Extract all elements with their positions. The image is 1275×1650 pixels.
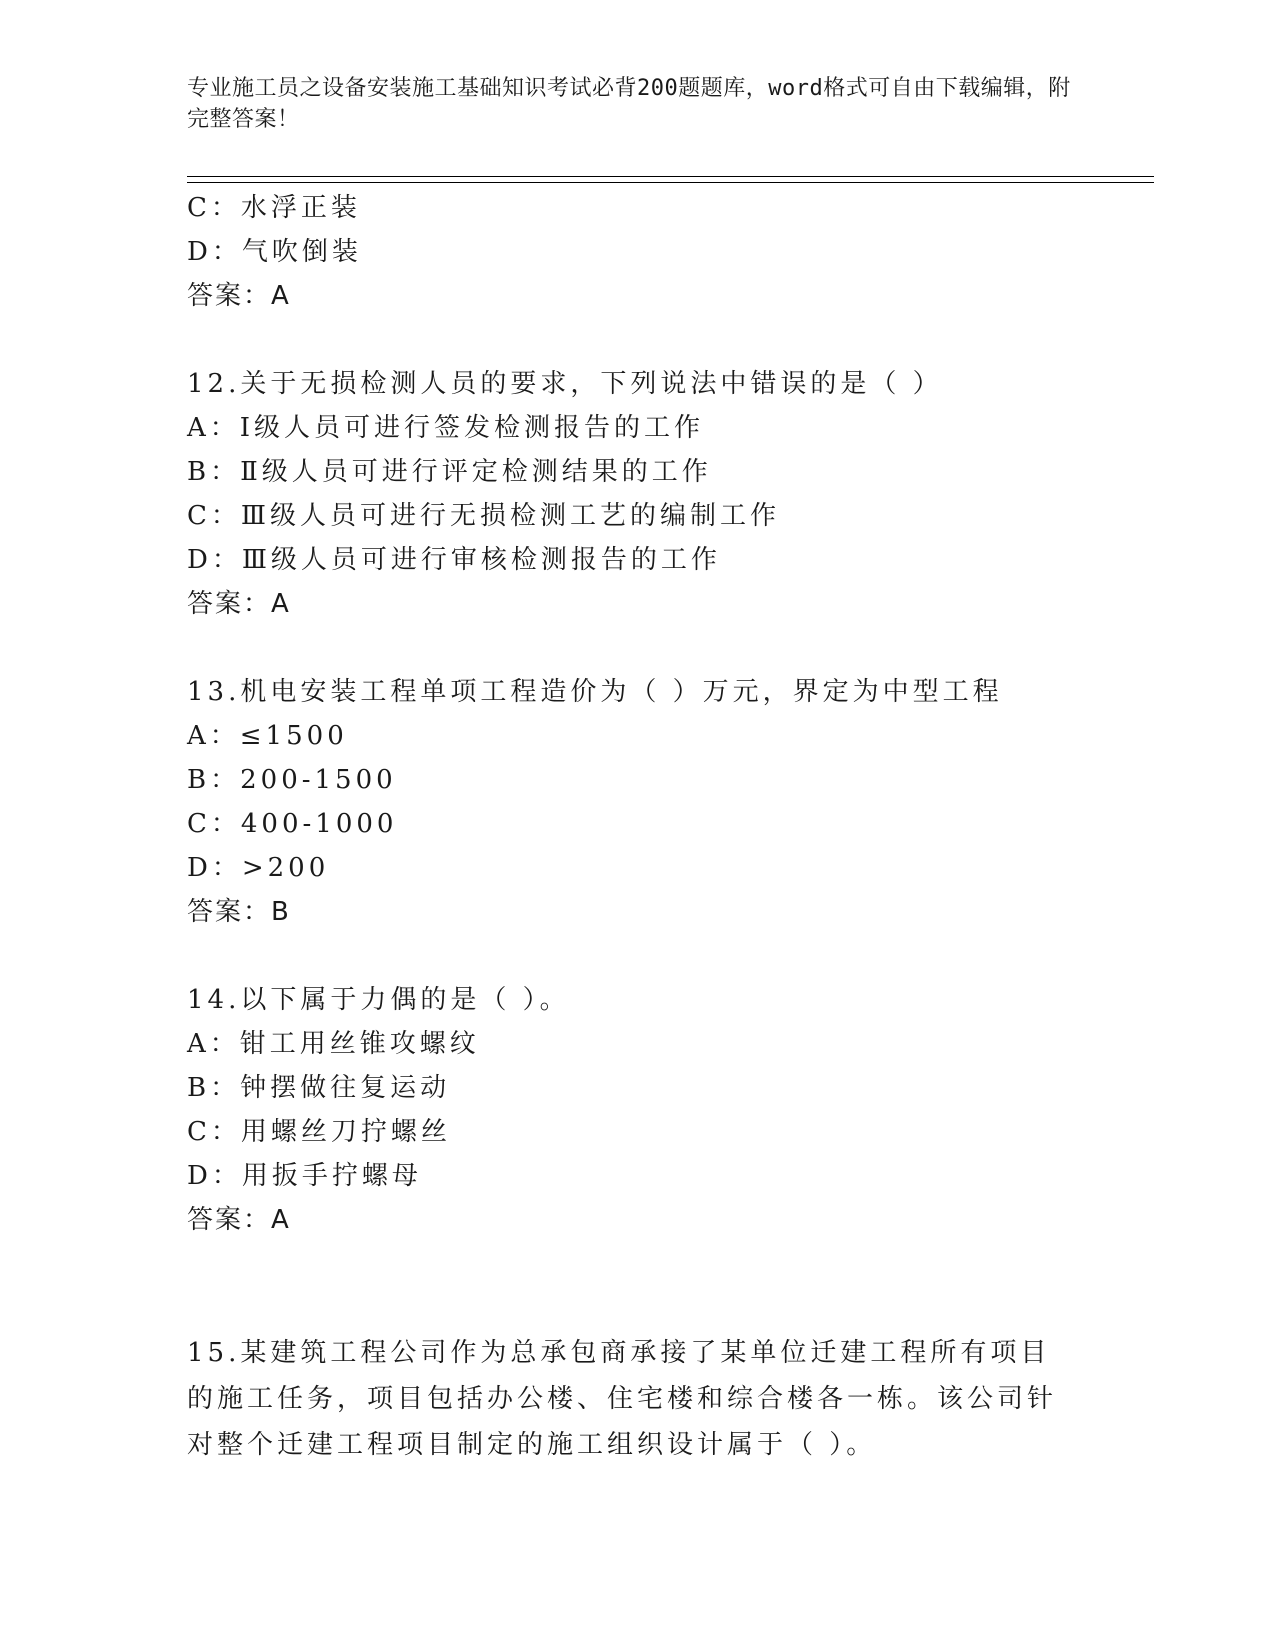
q12-option-c: C：Ⅲ级人员可进行无损检测工艺的编制工作 [187, 501, 780, 531]
q13-option-d: D：>200 [187, 853, 330, 883]
q14-option-b: B：钟摆做往复运动 [187, 1073, 451, 1103]
q11-option-c: C：水浮正装 [187, 193, 361, 223]
q14-stem: 14.以下属于力偶的是（ ）。 [187, 985, 570, 1015]
q11-option-d: D：气吹倒装 [187, 237, 362, 267]
q12-option-b: B：Ⅱ级人员可进行评定检测结果的工作 [187, 457, 712, 487]
q14-answer: 答案：A [187, 1205, 291, 1235]
q14-option-d: D：用扳手拧螺母 [187, 1161, 422, 1191]
q12-answer: 答案：A [187, 589, 291, 619]
q13-option-c: C：400-1000 [187, 809, 398, 839]
q13-answer: 答案：B [187, 897, 291, 927]
q13-stem: 13.机电安装工程单项工程造价为（ ）万元，界定为中型工程 [187, 677, 1003, 707]
q14-option-c: C：用螺丝刀拧螺丝 [187, 1117, 451, 1147]
q13-option-b: B：200-1500 [187, 765, 397, 795]
q12-option-a: A：Ⅰ级人员可进行签发检测报告的工作 [187, 413, 705, 443]
q12-option-d: D：Ⅲ级人员可进行审核检测报告的工作 [187, 545, 721, 575]
header-divider-bottom [187, 182, 1154, 183]
q12-stem: 12.关于无损检测人员的要求，下列说法中错误的是（ ） [187, 369, 943, 399]
q14-option-a: A：钳工用丝锥攻螺纹 [187, 1029, 480, 1059]
q15-stem: 15.某建筑工程公司作为总承包商承接了某单位迁建工程所有项目的施工任务，项目包括办公楼、住宅楼和综合楼各一栋。该公司针对整个迁建工程项目制定的施工组织设计属于（ ）。 [187, 1338, 1058, 1460]
document-header: 专业施工员之设备安装施工基础知识考试必背200题题库，word格式可自由下载编辑，附完整答案！ [187, 76, 1071, 132]
q11-answer: 答案：A [187, 281, 291, 311]
header-divider-top [187, 176, 1154, 177]
q13-option-a: A：≤1500 [187, 721, 348, 751]
